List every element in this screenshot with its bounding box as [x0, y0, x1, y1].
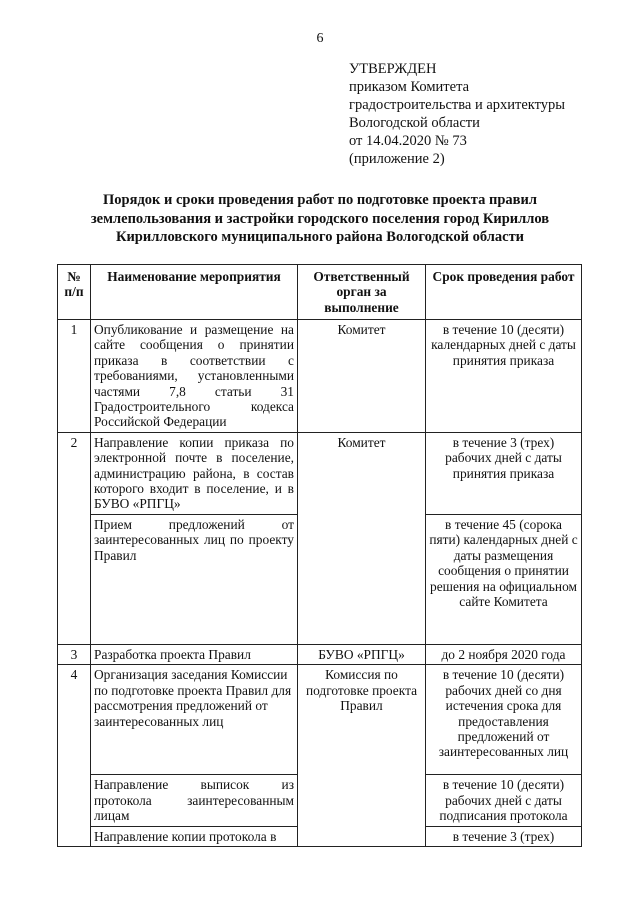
- row-num: 1: [58, 320, 91, 433]
- row-responsible: БУВО «РПГЦ»: [298, 644, 426, 664]
- row-name: Разработка проекта Правил: [91, 644, 298, 664]
- row-term: в течение 45 (сорока пяти) календарных дней с даты размещения сообщения о принятии решения на официальном сайте Комитета: [426, 514, 582, 644]
- header-responsible: Ответственный орган за выполнение: [298, 265, 426, 320]
- header-term: Срок проведения работ: [426, 265, 582, 320]
- row-name: Направление копии приказа по электронной почте в поселение, администрацию района, в состав которого входит в поселение, и в БУВО «РПГЦ»: [91, 432, 298, 514]
- row-name: Организация заседания Комиссии по подготовке проекта Правил для рассмотрения предложений от заинтересованных лиц: [91, 665, 298, 775]
- table-row: [58, 320, 582, 433]
- table-row: [58, 432, 582, 514]
- header-name: Наименование мероприятия: [91, 265, 298, 320]
- row-num: 2: [58, 432, 91, 644]
- row-name: Опубликование и размещение на сайте сообщения о принятии приказа в соответствии с требованиями, установленными частями 7,8 статьи 31 Градостроительного кодекса Российской Федерации: [91, 320, 298, 433]
- approval-appendix: (приложение 2): [349, 151, 445, 167]
- approval-stamp: [349, 60, 565, 168]
- document-title: [40, 191, 600, 247]
- approval-heading: УТВЕРЖДЕН: [349, 61, 437, 77]
- table-row: [58, 665, 582, 775]
- schedule-table: [57, 264, 582, 847]
- row-name: Направление копии протокола в: [91, 826, 298, 846]
- title-line: Порядок и сроки проведения работ по подготовке проекта правил: [103, 192, 537, 208]
- row-term: в течение 10 (десяти) рабочих дней со дня истечения срока для предоставления предложений от заинтересованных лиц: [426, 665, 582, 775]
- table-row: [58, 644, 582, 664]
- row-term: в течение 10 (десяти) рабочих дней с даты подписания протокола: [426, 775, 582, 826]
- title-line: Кирилловского муниципального района Вологодской области: [115, 229, 525, 245]
- approval-line: Вологодской области: [349, 115, 480, 131]
- row-num: 3: [58, 644, 91, 664]
- row-term: в течение 10 (десяти) календарных дней с даты принятия приказа: [426, 320, 582, 433]
- row-responsible: Комиссия по подготовке проекта Правил: [298, 665, 426, 847]
- row-term: до 2 ноября 2020 года: [426, 644, 582, 664]
- approval-line: приказом Комитета: [349, 79, 470, 95]
- row-term: в течение 3 (трех) рабочих дней с даты принятия приказа: [426, 432, 582, 514]
- header-num: № п/п: [58, 265, 91, 320]
- row-term: в течение 3 (трех): [426, 826, 582, 846]
- row-name: Направление выписок из протокола заинтересованным лицам: [91, 775, 298, 826]
- approval-date: от 14.04.2020 № 73: [349, 133, 467, 149]
- row-responsible: Комитет: [298, 432, 426, 644]
- table-header-row: [58, 265, 582, 320]
- page-number: 6: [316, 31, 324, 46]
- approval-line: градостроительства и архитектуры: [349, 97, 566, 113]
- row-responsible: Комитет: [298, 320, 426, 433]
- row-name: Прием предложений от заинтересованных лиц по проекту Правил: [91, 514, 298, 644]
- row-num: 4: [58, 665, 91, 847]
- title-line: землепользования и застройки городского поселения город Кириллов: [90, 210, 550, 227]
